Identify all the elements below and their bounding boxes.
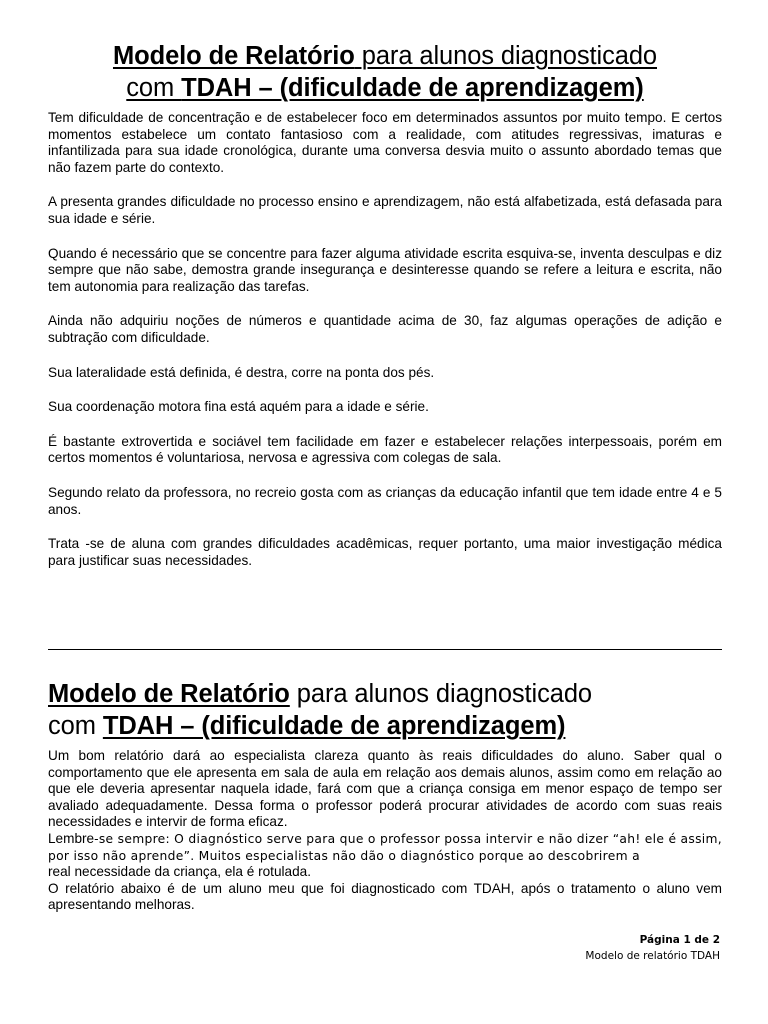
footer-doc-name: Modelo de relatório TDAH [585, 950, 720, 962]
title-tdah: TDAH – (dificuldade de aprendizagem) [181, 74, 644, 102]
section-title-rest: para alunos diagnosticado [289, 680, 593, 708]
title-bold: Modelo de Relatório [112, 42, 355, 70]
page-title [48, 40, 722, 104]
note-body: -se sempre: O diagnóstico serve para que o professor possa intervir e não dizer “ah! ele é assim, por isso não aprende”. Muitos especialistas não dão o diagnóstico porque ao descobrirem a [48, 831, 722, 863]
page-footer [585, 932, 720, 964]
paragraph: Segundo relato da professora, no recreio gosta com as crianças da educação infantil que tem idade entre 4 e 5 anos. [48, 484, 722, 517]
paragraph: Tem dificuldade de concentração e de estabelecer foco em determinados assuntos por muito tempo. E certos momentos estabelece um contato fantasioso com a realidade, com atitudes regressivas, imaturas e infantilizada para sua idade cronológica, durante uma conversa desvia muito o assunto abordado temas que não fazem parte do contexto. [48, 110, 722, 175]
paragraph: É bastante extrovertida e sociável tem facilidade em fazer e estabelecer relações interpessoais, porém em certos momentos é voluntariosa, nervosa e agressiva com colegas de sala. [48, 433, 722, 466]
section-title-com: com [48, 712, 103, 740]
paragraph: Sua coordenação motora fina está aquém para a idade e série. [48, 399, 429, 415]
closing-paragraph: O relatório abaixo é de um aluno meu que foi diagnosticado com TDAH, após o tratamento o aluno vem apresentando melhoras. [48, 880, 722, 913]
paragraph: Sua lateralidade está definida, é destra, corre na ponta dos pés. [48, 364, 435, 380]
paragraph: A presenta grandes dificuldade no processo ensino e aprendizagem, não está alfabetizada, está defasada para sua idade e série. [48, 194, 722, 226]
intro-paragraph: Um bom relatório dará ao especialista clareza quanto às reais dificuldades do aluno. Saber qual o comportamento que ele apresenta em sala de aula em relação aos demais alunos, assim como em relação ao que ele deveria apresentar naquela idade, fará com que a criança consiga em menor espaço de tempo ser avaliado adequadamente. Dessa forma o professor poderá procurar atividades de acordo com suas reais necessidades e intervir de forma eficaz. [48, 748, 722, 830]
title-rest: para alunos diagnosticado [354, 42, 657, 70]
page-number: Página 1 de 2 [639, 934, 720, 946]
section-title [48, 678, 722, 742]
paragraph: Trata -se de aluna com grandes dificuldades acadêmicas, requer portanto, uma maior investigação médica para justificar suas necessidades. [48, 536, 722, 568]
paragraph: Quando é necessário que se concentre para fazer alguma atividade escrita esquiva-se, inventa desculpas e diz sempre que não sabe, demostra grande insegurança e desinteresse quando se refere a leitura e escrita, não tem autonomia para realização das tarefas. [48, 245, 722, 294]
document-page [48, 40, 722, 587]
note-paragraph [48, 831, 722, 881]
section-title-tdah: TDAH – (dificuldade de aprendizagem) [102, 712, 566, 740]
section-two [48, 678, 722, 914]
section-divider [48, 649, 722, 650]
title-com: com [126, 74, 182, 102]
report-body [48, 110, 722, 569]
paragraph: Ainda não adquiriu noções de números e quantidade acima de 30, faz algumas operações de adição e subtração com dificuldade. [48, 313, 722, 345]
note-lead: Lembre [48, 830, 95, 846]
section-title-bold: Modelo de Relatório [48, 680, 290, 708]
note-tail: real necessidade da criança, ela é rotulada. [48, 864, 311, 880]
